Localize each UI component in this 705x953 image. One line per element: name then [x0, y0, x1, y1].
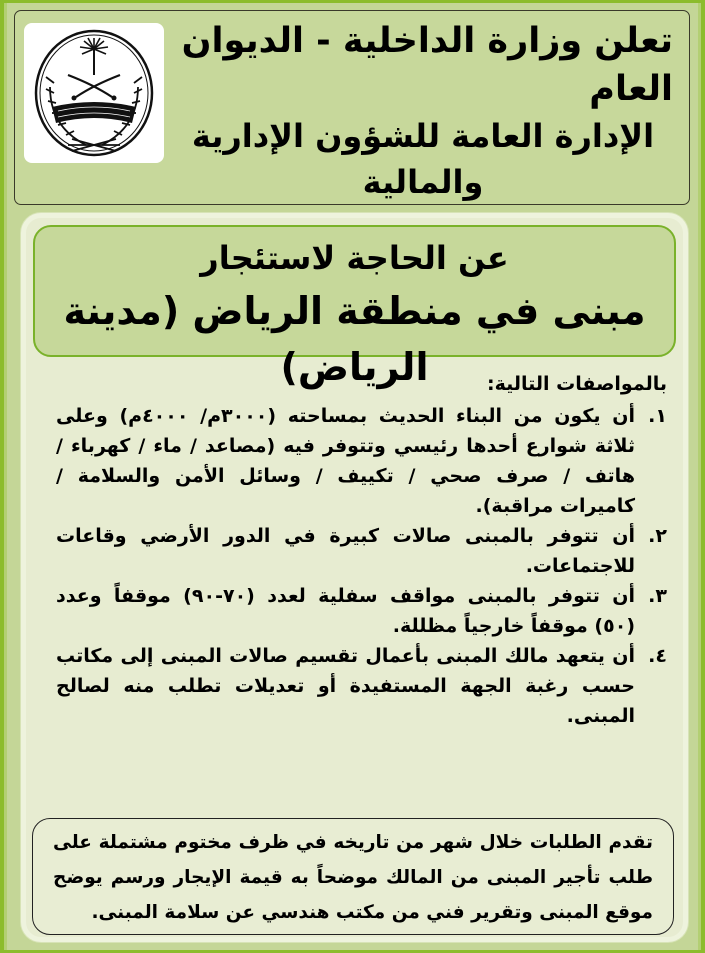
spec-item	[56, 581, 667, 641]
spec-number: ٤.	[648, 645, 667, 667]
content-panel	[21, 213, 688, 942]
subject-line-2: مبنى في منطقة الرياض (مدينة الرياض)	[63, 289, 646, 389]
header-line-department: الإدارة العامة للشؤون الإدارية والمالية	[191, 117, 655, 201]
spec-text: أن يكون من البناء الحديث بمساحته (٣٠٠٠م/ ٤٠٠٠م) وعلى ثلاثة شوارع أحدها رئيسي وتتوفر فيه (مصاعد / ماء / كهرباء / هاتف / صرف صحي / تكييف / وسائل الأمن والسلامة / كاميرات مراقبة).	[56, 405, 635, 517]
subject-line-1: عن الحاجة لاستئجار	[200, 239, 509, 277]
spec-text: أن يتعهد مالك المبنى بأعمال تقسيم صالات المبنى إلى مكاتب حسب رغبة الجهة المستفيدة أو تعديلات تطلب منه لصالح المبنى.	[56, 645, 635, 727]
ministry-emblem-icon	[24, 23, 164, 163]
spec-text: أن تتوفر بالمبنى مواقف سفلية لعدد (٧٠-٩٠) موقفاً وعدد (٥٠) موقفاً خارجياً مظللة.	[56, 585, 635, 637]
spec-item	[56, 521, 667, 581]
spec-number: ٣.	[648, 585, 667, 607]
spec-number: ١.	[648, 405, 667, 427]
spec-number: ٢.	[648, 525, 667, 547]
emblem-svg-icon	[28, 27, 160, 159]
header-line-ministry: تعلن وزارة الداخلية - الديوان العام	[181, 21, 673, 109]
header-box	[14, 10, 690, 205]
submission-note: تقدم الطلبات خلال شهر من تاريخه في ظرف مختوم مشتملة على طلب تأجير المبنى من المالك موضحاً به قيمة الإيجار ورسم يوضح موقع المبنى وتقرير فني من مكتب هندسي عن سلامة المبنى.	[32, 818, 674, 935]
spec-item	[56, 641, 667, 731]
spec-text: أن تتوفر بالمبنى صالات كبيرة في الدور الأرضي وقاعات للاجتماعات.	[56, 525, 635, 577]
spec-item	[56, 401, 667, 521]
announcement-frame	[4, 3, 701, 950]
specs-intro: بالمواصفات التالية:	[487, 373, 667, 395]
specifications	[56, 369, 667, 731]
